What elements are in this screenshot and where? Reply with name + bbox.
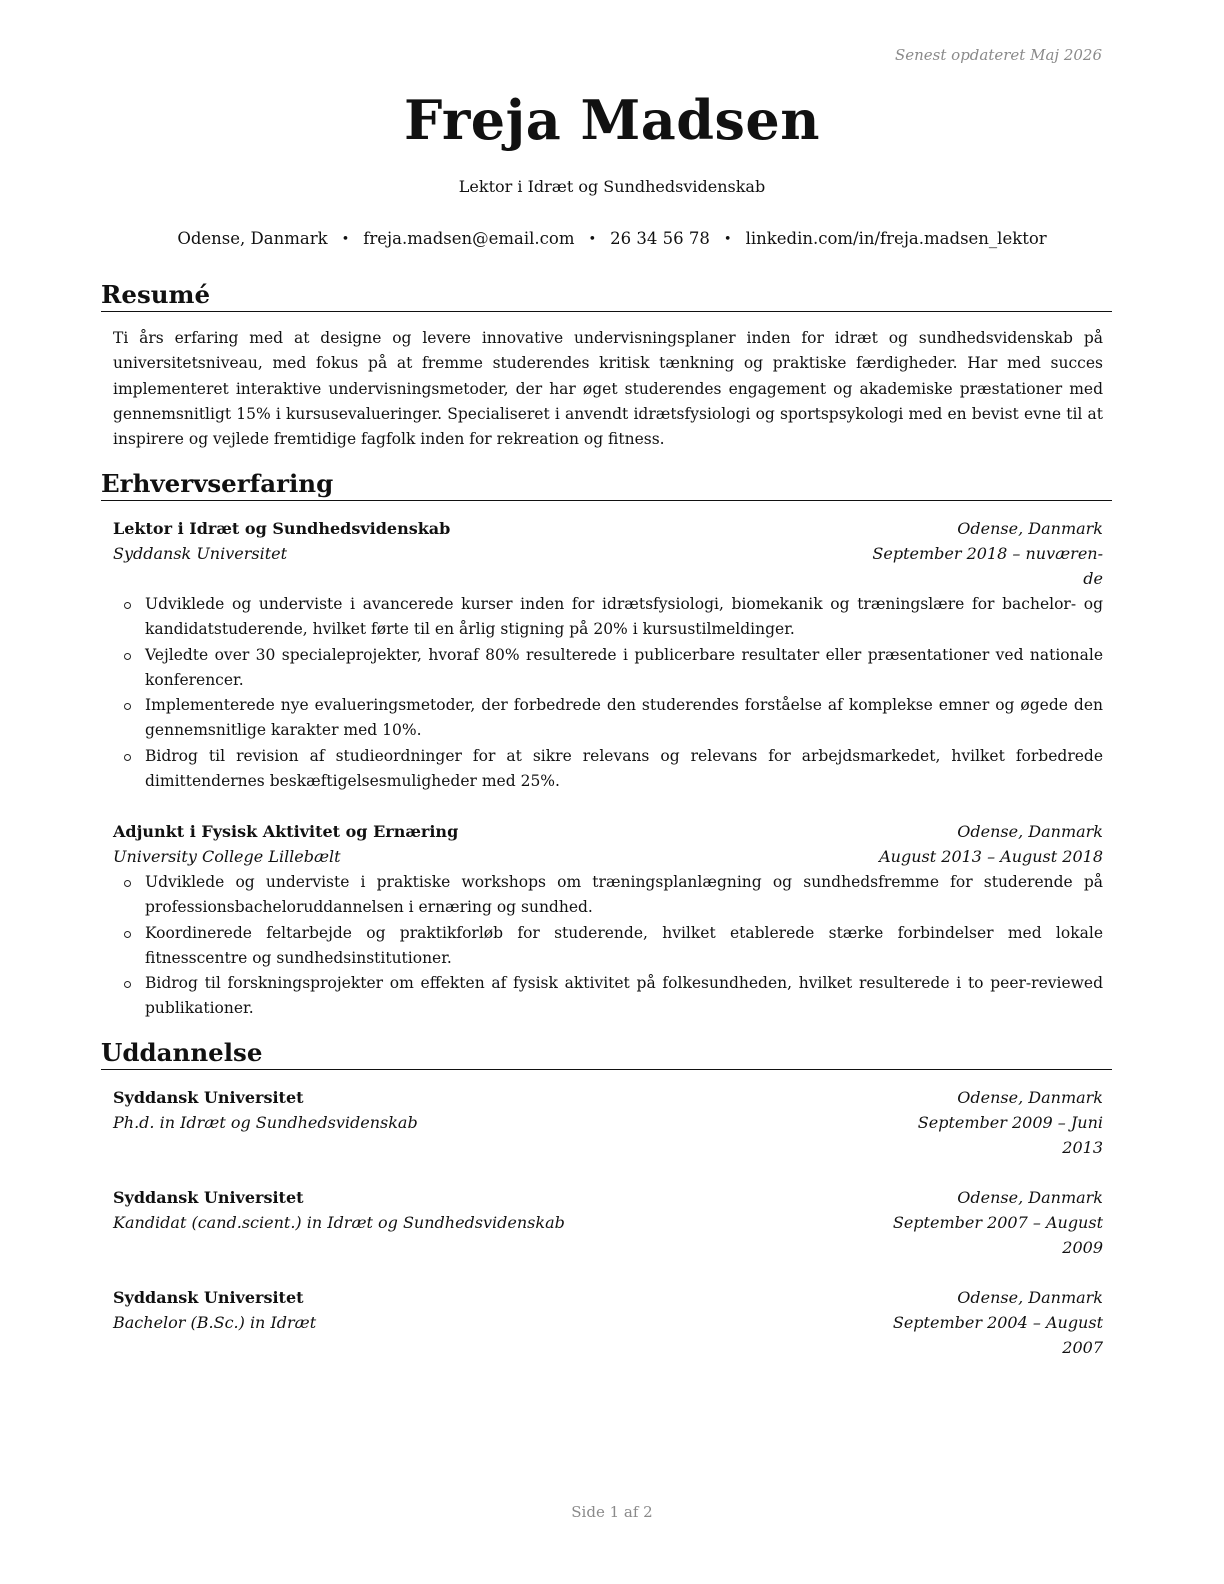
job-dates: September 2018 – nuværen- (872, 544, 1103, 563)
job-bullets (113, 592, 1103, 794)
section-title-experience: Erhvervserfaring (101, 469, 1112, 501)
job-bullets (113, 870, 1103, 1022)
separator-bullet: • (723, 232, 732, 247)
page-number: Side 1 af 2 (571, 1503, 653, 1521)
job-role: Adjunkt i Fysisk Aktivitet og Ernæring (113, 822, 459, 841)
list-item: Udviklede og underviste i praktiske workshops om træningsplanlægning og sundhedsfremme for studerende på professionsbacheloruddannelsen i ernæring og sundhed. (113, 870, 1103, 921)
edu-school: Syddansk Universitet (113, 1088, 304, 1107)
job-org: Syddansk Universitet (113, 544, 288, 563)
edu-degree: Bachelor (B.Sc.) in Idræt (113, 1313, 317, 1332)
edu-location: Odense, Danmark (957, 1088, 1103, 1107)
edu-school: Syddansk Universitet (113, 1188, 304, 1207)
edu-dates-line2: 2009 (1062, 1238, 1103, 1257)
list-item: Implementerede nye evalueringsmetoder, der forbedrede den studerendes forståelse af komplekse emner og øgede den gennemsnitlige karakter med 10%. (113, 693, 1103, 744)
job-location: Odense, Danmark (957, 822, 1103, 841)
job-dates-line2: de (1083, 569, 1103, 588)
separator-bullet: • (341, 232, 350, 247)
list-item: Koordinerede feltarbejde og praktikforløb for studerende, hvilket etablerede stærke forbindelser med lokale fitnesscentre og sundhedsinstitutioner. (113, 921, 1103, 972)
job-location: Odense, Danmark (957, 519, 1103, 538)
list-item: Vejledte over 30 specialeprojekter, hvoraf 80% resulterede i publicerbare resultater eller præsentationer ved nationale konferencer. (113, 643, 1103, 694)
contact-email[interactable]: freja.madsen@email.com (363, 229, 575, 248)
edu-dates: September 2007 – August (892, 1213, 1103, 1232)
list-item: Udviklede og underviste i avancerede kurser inden for idrætsfysiologi, biomekanik og træningslære for bachelor- og kandidatstuderende, hvilket førte til en årlig stigning på 20% i kursustilmeldinger. (113, 592, 1103, 643)
edu-dates: September 2009 – Juni (917, 1113, 1103, 1132)
list-item: Bidrog til revision af studieordninger for at sikre relevans og relevans for arbejdsmarkedet, hvilket forbedrede dimittendernes beskæftigelsesmuligheder med 25%. (113, 744, 1103, 795)
job-role: Lektor i Idræt og Sundhedsvidenskab (113, 519, 451, 538)
edu-degree: Ph.d. in Idræt og Sundhedsvidenskab (113, 1113, 418, 1132)
list-item: Bidrog til forskningsprojekter om effekten af fysisk aktivitet på folkesundheden, hvilket resulterede i to peer-reviewed publikationer. (113, 971, 1103, 1022)
contact-phone: 26 34 56 78 (610, 229, 710, 248)
edu-dates-line2: 2013 (1062, 1138, 1103, 1157)
contact-line (0, 229, 1224, 248)
edu-location: Odense, Danmark (957, 1188, 1103, 1207)
last-updated: Senest opdateret Maj 2026 (894, 46, 1102, 64)
edu-dates-line2: 2007 (1062, 1338, 1103, 1357)
edu-dates: September 2004 – August (892, 1313, 1103, 1332)
separator-bullet: • (588, 232, 597, 247)
edu-location: Odense, Danmark (957, 1288, 1103, 1307)
edu-degree: Kandidat (cand.scient.) in Idræt og Sundhedsvidenskab (113, 1213, 565, 1232)
edu-school: Syddansk Universitet (113, 1288, 304, 1307)
job-dates: August 2013 – August 2018 (879, 847, 1103, 866)
page-title: Freja Madsen (403, 88, 821, 152)
section-title-summary: Resumé (101, 280, 1112, 312)
summary-text: Ti års erfaring med at designe og levere innovative undervisningsplaner inden for idræt og sundhedsvidenskab på universitetsniveau, med fokus på at fremme studerendes kritisk tænkning og praktiske færdigheder. Har med succes implementeret interaktive undervisningsmetoder, der har øget studerendes engagement og akademiske præstationer med gennemsnitligt 15% i kursusevalueringer. Specialiseret i anvendt idrætsfysiologi og sportspsykologi med en bevist evne til at inspirere og vejlede fremtidige fagfolk inden for rekreation og fitness. (113, 329, 1103, 449)
job-title: Lektor i Idræt og Sundhedsvidenskab (458, 177, 766, 196)
contact-linkedin[interactable]: linkedin.com/in/freja.madsen_lektor (745, 229, 1047, 248)
section-title-education: Uddannelse (101, 1038, 1112, 1070)
job-org: University College Lillebælt (113, 847, 341, 866)
contact-location: Odense, Danmark (177, 229, 328, 248)
